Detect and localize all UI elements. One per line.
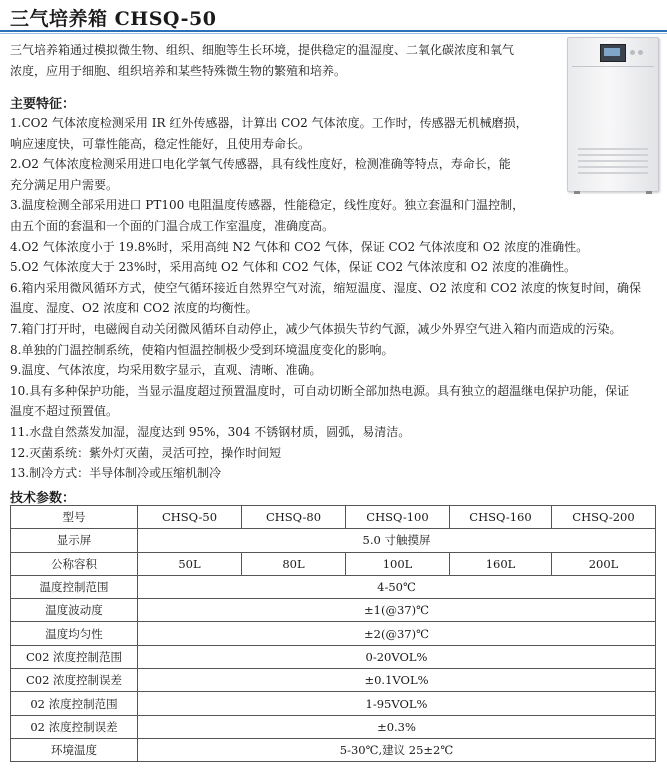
model-cell: CHSQ-160 bbox=[450, 506, 552, 529]
spec-heading: 技术参数： bbox=[10, 491, 76, 506]
panel-button-icon bbox=[638, 50, 643, 55]
door-seam bbox=[572, 66, 654, 67]
model-cell: CHSQ-80 bbox=[242, 506, 346, 529]
feature-line: 由五个面的套温和一个面的门温合成工作室温度，准确度高。 bbox=[10, 218, 335, 233]
row-label: 02 浓度控制误差 bbox=[11, 715, 138, 738]
table-row bbox=[11, 692, 656, 715]
row-label: 温度波动度 bbox=[11, 599, 138, 622]
row-value: 0-20VOL% bbox=[138, 645, 656, 668]
feature-line: 6.箱内采用微风循环方式，使空气循环接近自然界空气对流，缩短温度、湿度、O2 浓度和 CO2 浓度的恢复时间，确保 bbox=[10, 280, 642, 295]
table-row bbox=[11, 622, 656, 645]
row-label: 环境温度 bbox=[11, 738, 138, 761]
table-row bbox=[11, 575, 656, 598]
table-row bbox=[11, 529, 656, 552]
feature-line: 7.箱门打开时，电磁阀自动关闭微风循环自动停止，减少气体损失节约气源，减少外界空气进入箱内而造成的污染。 bbox=[10, 321, 622, 336]
model-cell: CHSQ-200 bbox=[552, 506, 656, 529]
table-row bbox=[11, 715, 656, 738]
feature-line: 13.制冷方式：半导体制冷或压缩机制冷 bbox=[10, 466, 222, 481]
row-label: 显示屏 bbox=[11, 529, 138, 552]
feature-line: 温度不超过预置值。 bbox=[10, 404, 119, 419]
feature-line: 9.温度、气体浓度，均采用数字显示，直观、清晰、准确。 bbox=[10, 363, 322, 378]
row-value: 4-50℃ bbox=[138, 575, 656, 598]
control-panel-display bbox=[600, 44, 626, 62]
row-label: 02 浓度控制范围 bbox=[11, 692, 138, 715]
row-value: ±0.3% bbox=[138, 715, 656, 738]
feature-line: 11.水盘自然蒸发加湿，湿度达到 95%，304 不锈钢材质，圆弧，易清洁。 bbox=[10, 424, 411, 439]
volume-cell: 100L bbox=[346, 552, 450, 575]
table-row bbox=[11, 506, 656, 529]
row-value: 1-95VOL% bbox=[138, 692, 656, 715]
row-value: ±2(@37)℃ bbox=[138, 622, 656, 645]
feature-line: 10.具有多种保护功能，当显示温度超过预置温度时，可自动切断全部加热电源。具有独立的超温继电保护功能，保证 bbox=[10, 383, 630, 398]
feature-line: 1.CO2 气体浓度检测采用 IR 红外传感器，计算出 CO2 气体浓度。工作时，传感器无机械磨损， bbox=[10, 116, 528, 130]
table-row bbox=[11, 738, 656, 761]
row-label: C02 浓度控制范围 bbox=[11, 645, 138, 668]
intro-paragraph bbox=[10, 40, 515, 82]
model-cell: CHSQ-50 bbox=[138, 506, 242, 529]
title-divider-light bbox=[0, 33, 667, 34]
row-value: 5-30℃,建议 25±2℃ bbox=[138, 738, 656, 761]
feature-line: 8.单独的门温控制系统，使箱内恒温控制极少受到环境温度变化的影响。 bbox=[10, 342, 394, 357]
volume-cell: 160L bbox=[450, 552, 552, 575]
features-heading: 主要特征： bbox=[10, 97, 76, 112]
feature-line: 5.O2 气体浓度大于 23%时，采用高纯 O2 气体和 CO2 气体，保证 CO2 气体浓度和 O2 浓度的准确性。 bbox=[10, 260, 576, 275]
feature-line: 4.O2 气体浓度小于 19.8%时，采用高纯 N2 气体和 CO2 气体，保证 CO2 气体浓度和 O2 浓度的准确性。 bbox=[10, 239, 589, 254]
table-row bbox=[11, 552, 656, 575]
row-value: ±0.1VOL% bbox=[138, 669, 656, 692]
feature-line: 充分满足用户需要。 bbox=[10, 177, 119, 192]
row-label: C02 浓度控制误差 bbox=[11, 669, 138, 692]
intro-line: 浓度，应用于细胞、组织培养和某些特殊微生物的繁殖和培养。 bbox=[10, 64, 347, 78]
table-row bbox=[11, 599, 656, 622]
feature-line: 2.O2 气体浓度检测采用进口电化学氧气传感器，具有线性度好，检测准确等特点，寿命长，能 bbox=[10, 157, 511, 172]
title-divider bbox=[0, 30, 667, 32]
model-cell: CHSQ-100 bbox=[346, 506, 450, 529]
feature-line: 3.温度检测全部采用进口 PT100 电阻温度传感器，性能稳定，线性度好。独立套温和门温控制， bbox=[10, 198, 525, 213]
row-label: 型号 bbox=[11, 506, 138, 529]
row-label: 温度控制范围 bbox=[11, 575, 138, 598]
row-value: 5.0 寸触摸屏 bbox=[138, 529, 656, 552]
table-row bbox=[11, 669, 656, 692]
feature-line: 温度、湿度、O2 浓度和 CO2 浓度的均衡性。 bbox=[10, 301, 258, 316]
feature-line: 响应速度快，可靠性能高，稳定性能好，且使用寿命长。 bbox=[10, 136, 311, 151]
row-label: 温度均匀性 bbox=[11, 622, 138, 645]
spec-table bbox=[10, 505, 656, 762]
volume-cell: 80L bbox=[242, 552, 346, 575]
page-title: 三气培养箱 CHSQ-50 bbox=[10, 8, 217, 30]
volume-cell: 50L bbox=[138, 552, 242, 575]
features-list bbox=[10, 113, 655, 484]
feature-line: 12.灭菌系统：紫外灯灭菌，灵活可控，操作时间短 bbox=[10, 445, 282, 460]
row-value: ±1(@37)℃ bbox=[138, 599, 656, 622]
volume-cell: 200L bbox=[552, 552, 656, 575]
row-label: 公称容积 bbox=[11, 552, 138, 575]
table-row bbox=[11, 645, 656, 668]
intro-line: 三气培养箱通过模拟微生物、组织、细胞等生长环境，提供稳定的温湿度、二氧化碳浓度和氧气 bbox=[10, 43, 515, 57]
panel-button-icon bbox=[630, 50, 635, 55]
